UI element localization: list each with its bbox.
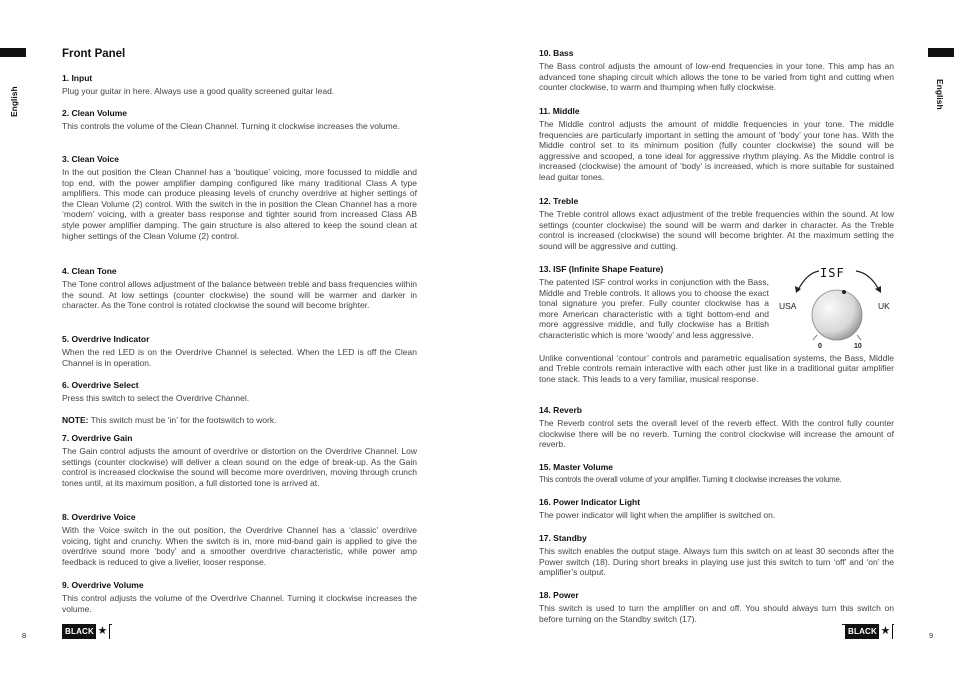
item-text: The Treble control allows exact adjustment of the treble frequencies within the sound. At low settings (counter clockwise) the sound will be warm and darker in character. As the Treble control is increased (clockwise) the sound will become brighter. At the maximum setting the sound will be aggressive and cutting. bbox=[539, 209, 894, 251]
item-text: This control adjusts the volume of the Overdrive Channel. Turning it clockwise increases the volume. bbox=[62, 593, 417, 614]
isf-dial-max-label: 10 bbox=[854, 343, 862, 350]
item-text: Plug your guitar in here. Always use a good quality screened guitar lead. bbox=[62, 86, 335, 96]
item-treble bbox=[539, 196, 894, 251]
item-text: When the red LED is on the Overdrive Channel is selected. When the LED is off the Clean Channel is in operation. bbox=[62, 347, 417, 368]
item-heading: 7. Overdrive Gain bbox=[62, 433, 133, 443]
language-tab-left bbox=[0, 48, 26, 130]
item-heading: 8. Overdrive Voice bbox=[62, 512, 136, 522]
language-tab-right bbox=[928, 48, 954, 130]
item-master-volume bbox=[539, 462, 894, 486]
item-clean-voice bbox=[62, 154, 417, 241]
item-heading: 6. Overdrive Select bbox=[62, 380, 139, 390]
item-text: The Gain control adjusts the amount of overdrive or distortion on the Overdrive Channel. Low settings (counter clockwise) will deliver a clean sound on the edge of break-up. As the Gain control is increased clockwise the sound will become more overdriven, moving through crunch tones until, at its maximum position, a full distorted tone is arrived at. bbox=[62, 446, 417, 488]
isf-dial-title: ISF bbox=[820, 266, 845, 280]
item-text: This controls the volume of the Clean Channel. Turning it clockwise increases the volume. bbox=[62, 121, 400, 131]
star-icon: ★ bbox=[97, 625, 108, 637]
logo-text: BLACK bbox=[848, 627, 877, 636]
item-text: The Reverb control sets the overall level of the reverb effect. With the control fully counter clockwise there will be no reverb. Turning the control clockwise will increase the amount of reverb. bbox=[539, 418, 894, 450]
item-text: This controls the overall volume of your amplifier. Turning it clockwise increases the volume. bbox=[539, 475, 842, 484]
knob-icon bbox=[777, 263, 899, 353]
item-text: The patented ISF control works in conjunction with the Bass, Middle and Treble controls. It allows you to choose the exact tonal signature you prefer. Fully counter clockwise has a more American characteristic with a tight bottom-end and more aggressive middle, and fully clockwise has a British characteristic which is more ‘woody’ and less aggressive. bbox=[539, 277, 769, 340]
item-clean-tone bbox=[62, 266, 417, 311]
logo-text: BLACK bbox=[65, 627, 94, 636]
item-text: In the out position the Clean Channel has a ‘boutique’ voicing, more focussed to middle and top end, with the power amplifier damping configured like many traditional Class A type amplifiers. This mode can produce pleasing levels of crunchy overdrive at higher settings of the Clean Volume (2) control. With the switch in the in position the Clean Channel has a more ‘modern’ voicing, with a greater bass response and tighter sound from increased Class AB style power amplifier damping. The gain structure is also altered to keep the sound clean at higher settings of the Clean Volume (2) control. bbox=[62, 167, 417, 241]
brand-logo-right bbox=[845, 624, 893, 639]
item-text: Press this switch to select the Overdrive Channel. bbox=[62, 393, 250, 403]
item-text: The Bass control adjusts the amount of low-end frequencies in your tone. This amp has an advanced tone shaping circuit which allows the tone to be varied from tight and cutting when counter clockwise, to warm and thumping when fully clockwise. bbox=[539, 61, 894, 93]
item-heading: 12. Treble bbox=[539, 196, 579, 206]
item-text-2: Unlike conventional ‘contour’ controls and parametric equalisation systems, the Bass, Middle and Treble controls remain interactive with each other just like in a traditional guitar amplifier tone stack. This leads to a very familiar, musical response. bbox=[539, 352, 894, 384]
item-overdrive-gain bbox=[62, 433, 417, 488]
item-text: The power indicator will light when the amplifier is switched on. bbox=[539, 510, 776, 520]
item-clean-volume bbox=[62, 108, 417, 132]
item-power-indicator bbox=[539, 497, 894, 521]
item-input bbox=[62, 73, 417, 97]
page-number-right: 9 bbox=[929, 631, 934, 640]
page-number-left: 8 bbox=[22, 631, 27, 640]
language-label-right: English bbox=[935, 79, 945, 110]
brand-logo-left bbox=[62, 624, 110, 639]
language-label-left: English bbox=[9, 86, 19, 117]
note-label: NOTE: bbox=[62, 414, 89, 425]
item-heading: 11. Middle bbox=[539, 106, 580, 116]
item-power bbox=[539, 590, 894, 624]
item-heading: 2. Clean Volume bbox=[62, 108, 128, 118]
item-reverb bbox=[539, 405, 894, 450]
item-text: The Middle control adjusts the amount of middle frequencies in your tone. The middle frequencies are particularly important in setting the amount of ‘body’ your tone has. With the Middle control set to its minimum position (fully counter clockwise) the sound will be aggressive and scooped, a tone ideal for aggressive rhythm playing. As the Middle control is increased (clockwise) the amount of ‘body’ is increased, which is more suitable for sustained lead guitar tones. bbox=[539, 119, 894, 182]
item-text: With the Voice switch in the out position, the Overdrive Channel has a ‘classic’ overdrive voicing, tight and crunchy. When the switch is in, more mid-band gain is applied to give the overdrive sound more ‘body’ and a smoother overdrive characteristic, while power amp feedback is reduced to give a livelier, looser response. bbox=[62, 525, 417, 567]
item-heading: 4. Clean Tone bbox=[62, 266, 117, 276]
isf-dial-illustration bbox=[777, 263, 899, 353]
item-heading: 17. Standby bbox=[539, 533, 587, 543]
isf-dial-right-label: UK bbox=[878, 301, 890, 311]
item-text: This switch enables the output stage. Always turn this switch on at least 30 seconds after the Power switch (18). During short breaks in playing use just this switch to turn ‘off’ and ‘on’ the amplifier’s output. bbox=[539, 546, 894, 578]
item-heading: 3. Clean Voice bbox=[62, 154, 120, 164]
isf-dial-min-label: 0 bbox=[818, 343, 822, 350]
item-overdrive-voice bbox=[62, 512, 417, 567]
note-text: This switch must be ‘in’ for the footswitch to work. bbox=[88, 414, 277, 425]
isf-dial-left-label: USA bbox=[779, 301, 797, 311]
item-note bbox=[62, 415, 417, 426]
item-heading: 10. Bass bbox=[539, 48, 574, 58]
item-middle bbox=[539, 106, 894, 183]
item-heading: 5. Overdrive Indicator bbox=[62, 334, 150, 344]
item-heading: 15. Master Volume bbox=[539, 462, 614, 472]
item-text: This switch is used to turn the amplifier on and off. You should always turn this switch on before turning on the Standby switch (17). bbox=[539, 603, 894, 624]
item-heading: 14. Reverb bbox=[539, 405, 582, 415]
item-heading: 13. ISF (Infinite Shape Feature) bbox=[539, 264, 664, 274]
item-heading: 9. Overdrive Volume bbox=[62, 580, 144, 590]
item-standby bbox=[539, 533, 894, 578]
item-heading: 18. Power bbox=[539, 590, 579, 600]
item-heading: 16. Power Indicator Light bbox=[539, 497, 641, 507]
star-icon: ★ bbox=[880, 625, 891, 637]
item-overdrive-select bbox=[62, 380, 417, 425]
section-title: Front Panel bbox=[62, 48, 126, 60]
item-heading: 1. Input bbox=[62, 73, 93, 83]
item-text: The Tone control allows adjustment of the balance between treble and bass frequencies within the sound. At low settings (counter clockwise) the sound will be warmer and darker in character. As the Tone control is rotated clockwise the sound will become brighter. bbox=[62, 279, 417, 311]
item-overdrive-indicator bbox=[62, 334, 417, 368]
item-bass bbox=[539, 48, 894, 93]
item-overdrive-volume bbox=[62, 580, 417, 614]
